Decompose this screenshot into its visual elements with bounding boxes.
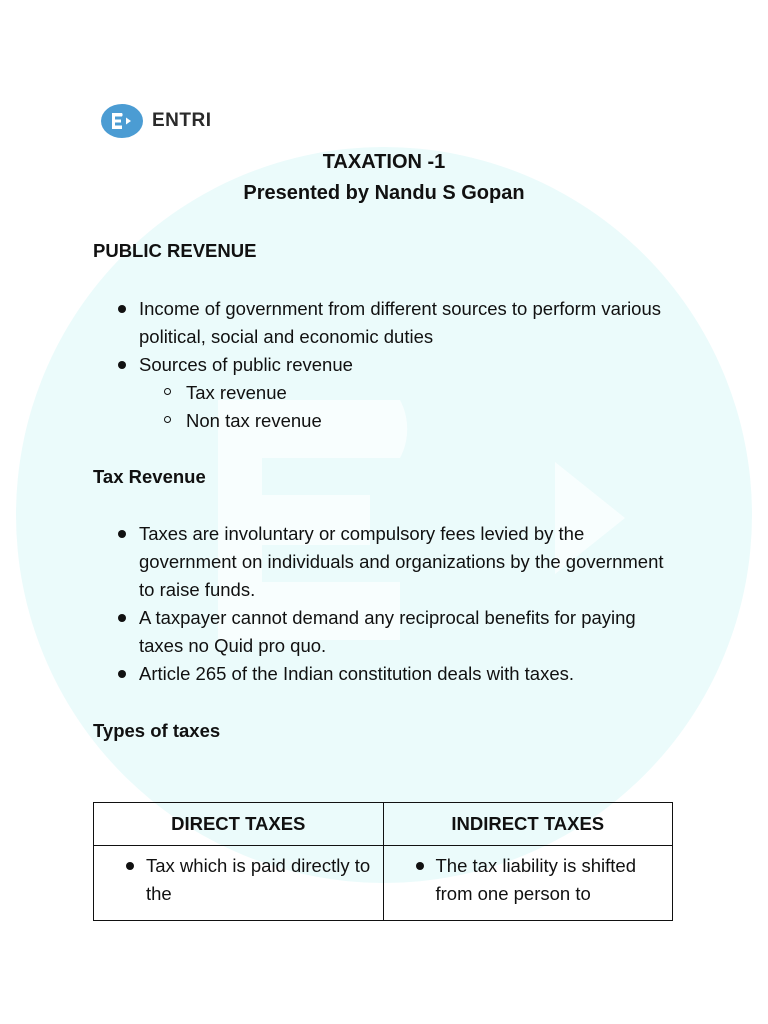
entri-logo-icon <box>101 104 143 138</box>
cell-bullet-text: The tax liability is shifted from one person to <box>394 852 663 908</box>
table-header-row <box>94 803 673 846</box>
cell-indirect <box>383 846 673 921</box>
list-item: Article 265 of the Indian constitution deals with taxes. <box>93 660 683 688</box>
header-direct-taxes: DIRECT TAXES <box>94 803 384 846</box>
heading-types-of-taxes: Types of taxes <box>93 720 221 741</box>
heading-tax-revenue: Tax Revenue <box>93 466 206 487</box>
cell-direct <box>94 846 384 921</box>
header-indirect-taxes: INDIRECT TAXES <box>383 803 673 846</box>
sub-list-item: Tax revenue <box>139 379 683 407</box>
public-revenue-list <box>93 295 683 435</box>
heading-public-revenue: PUBLIC REVENUE <box>93 240 257 261</box>
tax-types-table <box>93 802 673 921</box>
sub-list-item: Non tax revenue <box>139 407 683 435</box>
entri-logo <box>101 104 212 138</box>
list-item: A taxpayer cannot demand any reciprocal benefits for paying taxes no Quid pro quo. <box>93 604 683 660</box>
revenue-sources-sublist <box>139 379 683 435</box>
page-title: TAXATION -1 <box>322 151 446 173</box>
table-row <box>94 846 673 921</box>
list-item: Sources of public revenue Tax revenue Non tax revenue <box>93 351 683 435</box>
page-subtitle: Presented by Nandu S Gopan <box>243 182 525 204</box>
cell-bullet-text: Tax which is paid directly to the <box>104 852 373 908</box>
entri-logo-text: ENTRI <box>152 110 212 131</box>
tax-revenue-list <box>93 520 683 688</box>
list-item: Taxes are involuntary or compulsory fees levied by the government on individuals and organizations by the government to raise funds. <box>93 520 683 604</box>
list-item: Income of government from different sources to perform various political, social and economic duties <box>93 295 683 351</box>
